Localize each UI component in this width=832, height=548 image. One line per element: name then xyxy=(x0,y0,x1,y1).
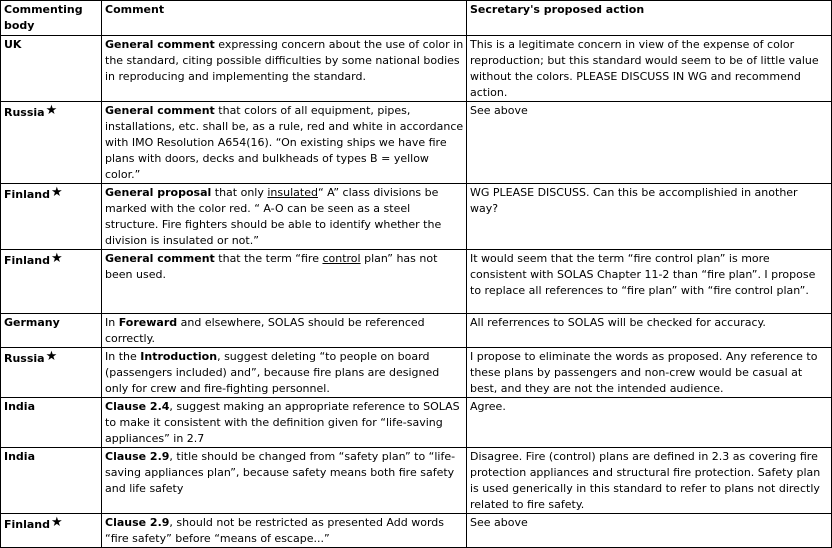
action-cell: All referrences to SOLAS will be checked for accuracy. xyxy=(467,314,832,348)
body-name: Germany xyxy=(4,316,60,329)
table-row xyxy=(1,398,832,448)
comment-text: , should not be restricted as presented Add words “fire safety” before “means of escape...” xyxy=(105,516,444,545)
body-cell xyxy=(1,36,102,102)
action-cell: See above xyxy=(467,514,832,548)
comment-text: expressing concern about the use of color in the standard, citing possible difficulties by some national bodies in reproducing and implementing the standard. xyxy=(105,38,464,83)
comment-bold: General comment xyxy=(105,104,215,117)
body-name: Russia xyxy=(4,352,45,365)
body-name: India xyxy=(4,450,35,463)
comment-cell xyxy=(102,314,467,348)
body-name: Russia xyxy=(4,106,45,119)
table-row xyxy=(1,314,832,348)
comment-bold: General comment xyxy=(105,252,215,265)
body-cell xyxy=(1,448,102,514)
action-cell: See above xyxy=(467,102,832,184)
comment-bold: Introduction xyxy=(140,350,218,363)
comment-cell xyxy=(102,398,467,448)
table-row xyxy=(1,448,832,514)
comment-cell xyxy=(102,514,467,548)
comment-bold: Clause 2.9 xyxy=(105,516,170,529)
star-icon: ★ xyxy=(51,251,63,266)
comment-bold: General comment xyxy=(105,38,215,51)
header-row xyxy=(1,1,832,36)
table-row xyxy=(1,250,832,314)
table-row xyxy=(1,514,832,548)
body-name: Finland xyxy=(4,254,51,267)
comment-pre: In xyxy=(105,316,119,329)
body-cell xyxy=(1,314,102,348)
comment-pre: In the xyxy=(105,350,141,363)
star-icon: ★ xyxy=(45,349,58,364)
comment-pre: that the term “fire xyxy=(214,252,323,265)
header-body: Commenting body xyxy=(1,1,102,36)
body-name: India xyxy=(4,400,35,413)
header-comment: Comment xyxy=(102,1,467,36)
comment-underlined: control xyxy=(322,252,361,265)
body-cell xyxy=(1,250,102,314)
comment-text: that colors of all equipment, pipes, installations, etc. shall be, as a rule, red and white in accordance with IMO Resolution A654(16). “On existing ships we have fire plans with doors, decks and bulkheads of types B = yellow color.” xyxy=(105,104,464,181)
action-cell: Agree. xyxy=(467,398,832,448)
action-cell: It would seem that the term “fire control plan” is more consistent with SOLAS Chapter 11-2 than “fire plan”. I propose to replace all references to “fire plan” with “fire control plan”. xyxy=(467,250,832,314)
star-icon: ★ xyxy=(51,515,63,530)
comment-cell xyxy=(102,102,467,184)
table-row xyxy=(1,348,832,398)
table-row xyxy=(1,36,832,102)
comment-cell xyxy=(102,448,467,514)
comment-bold: Clause 2.9 xyxy=(105,450,170,463)
comment-cell xyxy=(102,184,467,250)
action-cell: This is a legitimate concern in view of the expense of color reproduction; but this standard would seem to be of little value without the colors. PLEASE DISCUSS IN WG and recommend action. xyxy=(467,36,832,102)
comment-post: “ A” class divisions be marked with the color red. “ A-O can be seen as a steel structure. Fire fighters should be able to identify whether the division is insulated or not.” xyxy=(105,186,442,247)
header-action: Secretary's proposed action xyxy=(467,1,832,36)
comment-cell xyxy=(102,250,467,314)
comment-text: , title should be changed from “safety plan” to “life-saving appliances plan”, because safety means both fire safety and life safety xyxy=(105,450,456,495)
comment-text: and elsewhere, SOLAS should be referenced correctly. xyxy=(105,316,425,345)
star-icon: ★ xyxy=(45,103,58,118)
body-name: Finland xyxy=(4,518,51,531)
body-cell xyxy=(1,184,102,250)
body-cell xyxy=(1,102,102,184)
action-cell: I propose to eliminate the words as proposed. Any reference to these plans by passengers and non-crew would be casual at best, and they are not the intended audience. xyxy=(467,348,832,398)
comment-pre: that only xyxy=(211,186,268,199)
body-name: Finland xyxy=(4,188,51,201)
action-cell: WG PLEASE DISCUSS. Can this be accomplishied in another way? xyxy=(467,184,832,250)
action-cell: Disagree. Fire (control) plans are defined in 2.3 as covering fire protection appliances and structural fire protection. Safety plan is used generically in this standard to refer to plans not directly related to fire safety. xyxy=(467,448,832,514)
comment-text: , suggest deleting “to people on board (passengers included) and”, because fire plans are designed only for crew and fire-fighting personnel. xyxy=(105,350,440,395)
body-name: UK xyxy=(4,38,22,51)
table-row xyxy=(1,102,832,184)
star-icon: ★ xyxy=(51,185,63,200)
comment-cell xyxy=(102,348,467,398)
body-cell xyxy=(1,514,102,548)
comment-post: plan” has not been used. xyxy=(105,252,438,281)
comment-text: , suggest making an appropriate reference to SOLAS to make it consistent with the definition given for “life-saving appliances” in 2.7 xyxy=(105,400,460,445)
comment-cell xyxy=(102,36,467,102)
comment-bold: General proposal xyxy=(105,186,212,199)
table-row xyxy=(1,184,832,250)
body-cell xyxy=(1,348,102,398)
comment-bold: Clause 2.4 xyxy=(105,400,170,413)
comment-underlined: insulated xyxy=(267,186,318,199)
comment-bold: Foreward xyxy=(118,316,178,329)
body-cell xyxy=(1,398,102,448)
